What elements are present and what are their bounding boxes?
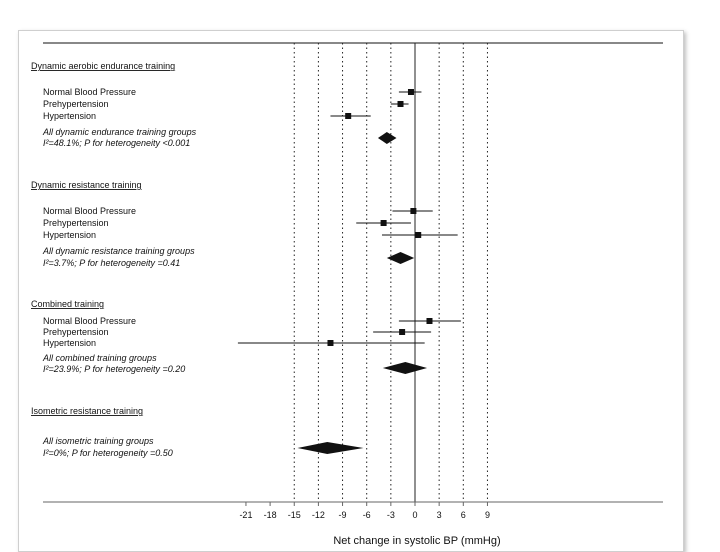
x-axis-label: Net change in systolic BP (mmHg) [333,535,501,547]
x-tick-label: -18 [263,510,277,520]
x-tick-label: 9 [484,510,490,520]
forest-plot [19,31,683,551]
subgroup-label: Prehypertension [43,99,109,109]
point-estimate [410,208,416,214]
point-estimate [415,232,421,238]
subgroup-label: Normal Blood Pressure [43,87,137,97]
x-tick-label: -21 [239,510,253,520]
x-tick-label: -12 [311,510,325,520]
heterogeneity-label: I²=48.1%; P for heterogeneity <0.001 [43,138,191,148]
summary-diamond [297,442,363,454]
point-estimate [381,220,387,226]
point-estimate [408,89,414,95]
summary-diamond [383,362,427,374]
group-header: Combined training [31,299,105,309]
x-tick-label: -6 [362,510,371,520]
summary-label: All dynamic resistance training groups [43,246,195,256]
group-header: Isometric resistance training [31,406,144,416]
summary-diamond [387,252,414,264]
summary-label: All combined training groups [43,353,157,363]
subgroup-label: Normal Blood Pressure [43,206,137,216]
heterogeneity-label: I²=0%; P for heterogeneity =0.50 [43,448,173,458]
point-estimate [398,101,404,107]
group-header: Dynamic resistance training [31,180,142,190]
summary-label: All dynamic endurance training groups [43,127,197,137]
subgroup-label: Prehypertension [43,327,109,337]
x-tick-label: 0 [412,510,418,520]
point-estimate [399,329,405,335]
subgroup-label: Hypertension [43,111,97,121]
summary-diamond [378,132,397,144]
point-estimate [426,318,432,324]
heterogeneity-label: I²=23.9%; P for heterogeneity =0.20 [43,364,186,374]
heterogeneity-label: I²=3.7%; P for heterogeneity =0.41 [43,258,181,268]
summary-label: All isometric training groups [43,436,154,446]
subgroup-label: Hypertension [43,338,97,348]
x-tick-label: -15 [287,510,301,520]
figure-frame [18,30,684,552]
subgroup-label: Normal Blood Pressure [43,316,137,326]
point-estimate [327,340,333,346]
x-tick-label: 6 [460,510,466,520]
subgroup-label: Hypertension [43,230,97,240]
subgroup-label: Prehypertension [43,218,109,228]
point-estimate [345,113,351,119]
x-tick-label: -9 [338,510,347,520]
group-header: Dynamic aerobic endurance training [31,61,176,71]
x-tick-label: 3 [436,510,442,520]
x-tick-label: -3 [386,510,395,520]
